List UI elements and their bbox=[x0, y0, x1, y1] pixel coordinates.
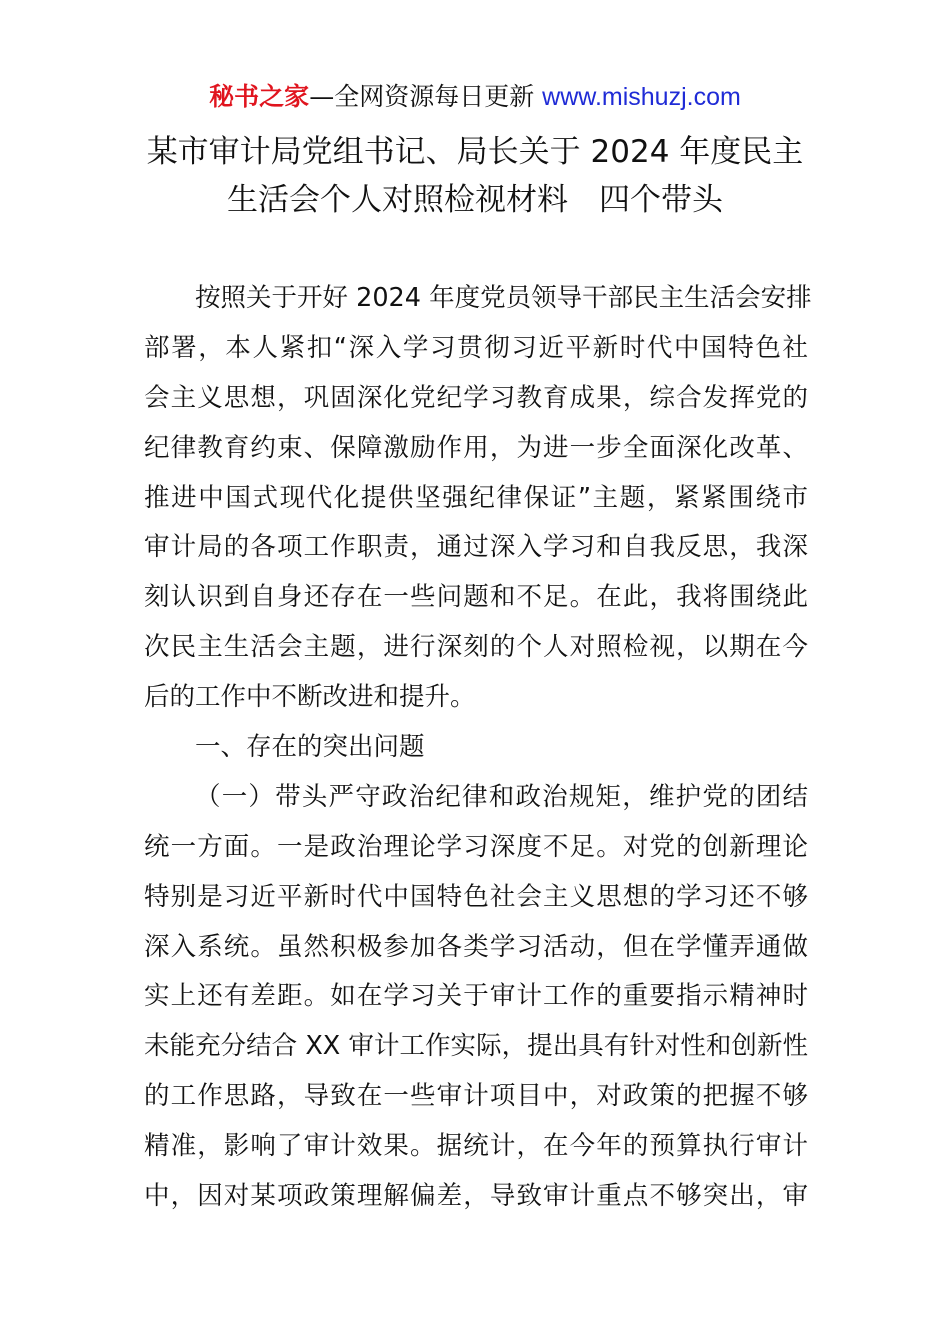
body-line: 的工作思路，导致在一些审计项目中，对政策的把握不够 bbox=[144, 1081, 808, 1112]
body-line: 部署，本人紧扣“深入学习贯彻习近平新时代中国特色社 bbox=[144, 332, 808, 363]
body-line: 纪律教育约束、保障激励作用，为进一步全面深化改革、 bbox=[144, 432, 808, 463]
document-title bbox=[0, 128, 950, 224]
body-line: 实上还有差距。如在学习关于审计工作的重要指示精神时 bbox=[144, 981, 808, 1012]
body-line: 特别是习近平新时代中国特色社会主义思想的学习还不够 bbox=[144, 881, 808, 912]
brand-name: 秘书之家 bbox=[209, 82, 310, 111]
site-url-link[interactable]: www.mishuzj.com bbox=[542, 83, 741, 111]
title-line-1: 某市审计局党组书记、局长关于 2024 年度民主 bbox=[146, 134, 804, 170]
body-line: 会主义思想，巩固深化党纪学习教育成果，综合发挥党的 bbox=[144, 382, 808, 413]
body-line: 按照关于开好 2024 年度党员领导干部民主生活会安排 bbox=[195, 283, 812, 313]
body-line: 后的工作中不断改进和提升。 bbox=[144, 682, 476, 713]
body-line: 精准，影响了审计效果。据统计，在今年的预算执行审计 bbox=[144, 1131, 808, 1162]
body-line: 推进中国式现代化提供坚强纪律保证”主题，紧紧围绕市 bbox=[144, 482, 808, 513]
body-line: 深入系统。虽然积极参加各类学习活动，但在学懂弄通做 bbox=[144, 931, 808, 962]
header-banner bbox=[0, 80, 950, 114]
body-line: 次民主生活会主题，进行深刻的个人对照检视，以期在今 bbox=[144, 632, 808, 663]
section-heading: 一、存在的突出问题 bbox=[195, 732, 425, 763]
header-tagline: —全网资源每日更新 bbox=[309, 82, 535, 111]
body-line: 未能充分结合 XX 审计工作实际，提出具有针对性和创新性 bbox=[144, 1031, 808, 1062]
body-line: 审计局的各项工作职责，通过深入学习和自我反思，我深 bbox=[144, 532, 808, 563]
body-line: 中，因对某项政策理解偏差，导致审计重点不够突出，审 bbox=[144, 1181, 808, 1212]
document-body bbox=[144, 274, 812, 1222]
body-line: 统一方面。一是政治理论学习深度不足。对党的创新理论 bbox=[144, 831, 808, 862]
title-line-2: 生活会个人对照检视材料 四个带头 bbox=[227, 182, 723, 218]
body-line: 刻认识到自身还存在一些问题和不足。在此，我将围绕此 bbox=[144, 582, 808, 613]
body-line: （一）带头严守政治纪律和政治规矩，维护党的团结 bbox=[195, 781, 808, 812]
